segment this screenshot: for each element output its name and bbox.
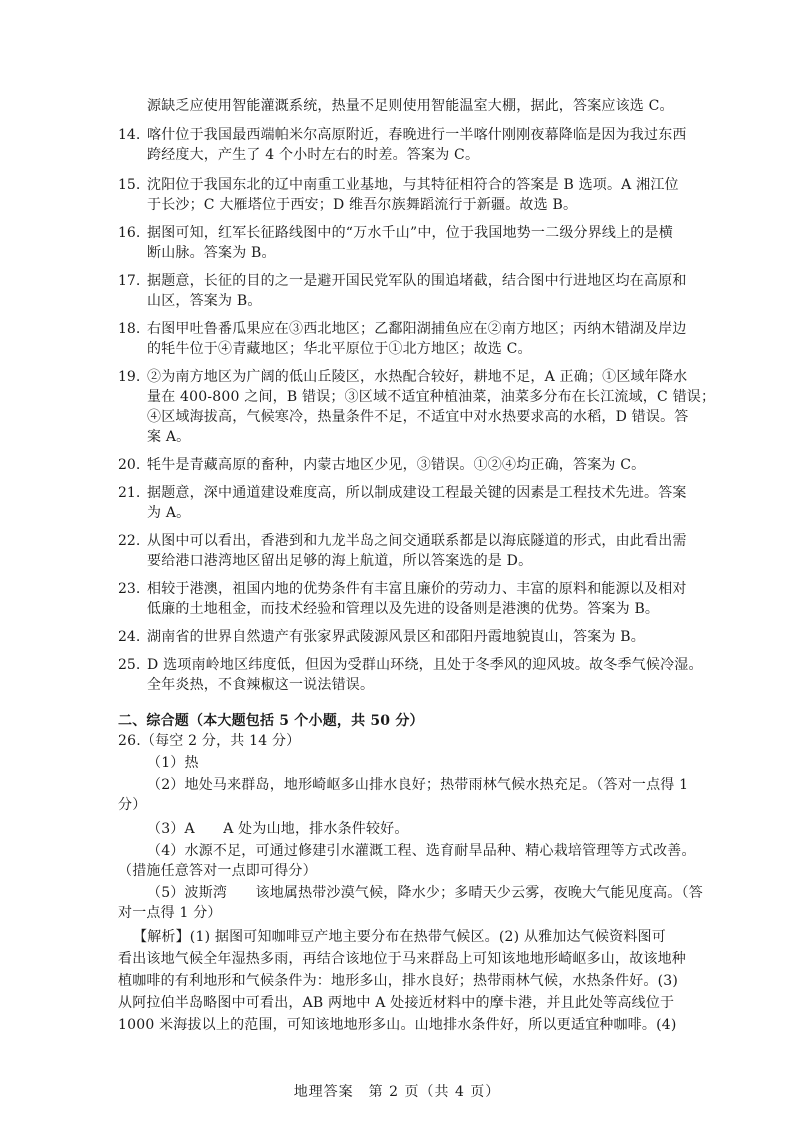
q21-line-1: 据题意，深中通道建设难度高，所以制成建设工程最关键的因素是工程技术先进。答案 — [147, 485, 687, 501]
q15-line-2: 于长沙；C 大雁塔位于西安；D 维吾尔族舞蹈流行于新疆。故选 B。 — [147, 197, 578, 213]
q26-analysis-line-3: 植咖啡的有利地形和气候条件为：地形多山，排水良好；热带雨林气候，水热条件好。(3) — [118, 973, 679, 989]
question-number-23: 23. — [118, 581, 141, 597]
q18-line-1: 右图甲吐鲁番瓜果应在③西北地区；乙鄱阳湖捕鱼应在②南方地区；丙纳木错湖及岸边 — [147, 321, 687, 337]
question-number-16: 16. — [118, 225, 141, 241]
q26-analysis-line-5: 1000 米海拔以上的范围，可知该地地形多山。山地排水条件好，所以更适宜种咖啡。(4) — [118, 1017, 677, 1033]
q26-answer-5-line-2: 对一点得 1 分） — [118, 905, 222, 921]
q19-line-3: ④区域海拔高，气候寒冷，热量条件不足，不适宜中对水热要求高的水稻，D 错误。答 — [147, 409, 689, 425]
q23-line-1: 相较于港澳，祖国内地的优势条件有丰富且廉价的劳动力、丰富的原料和能源以及相对 — [147, 581, 687, 597]
question-number-17: 17. — [118, 273, 141, 289]
q16-line-2: 断山脉。答案为 B。 — [147, 245, 276, 261]
page-footer: 地理答案 第 2 页（共 4 页） — [293, 1084, 501, 1100]
q15-line-1: 沈阳位于我国东北的辽中南重工业基地，与其特征相符合的答案是 B 选项。A 湘江位 — [147, 177, 679, 193]
section-title: 二、综合题（本大题包括 5 个小题，共 50 分） — [118, 713, 424, 729]
q14-line-2: 跨经度大，产生了 4 个小时左右的时差。答案为 C。 — [147, 147, 480, 163]
q25-line-1: D 选项南岭地区纬度低，但因为受群山环绕，且处于冬季风的迎风坡。故冬季气候冷湿。 — [147, 657, 703, 673]
question-number-18: 18. — [118, 321, 141, 337]
q23-line-2: 低廉的土地租金，而技术经验和管理以及先进的设备则是港澳的优势。答案为 B。 — [147, 601, 660, 617]
q18-line-2: 的牦牛位于④青藏地区；华北平原位于①北方地区；故选 C。 — [147, 341, 532, 357]
question-number-15: 15. — [118, 177, 141, 193]
q26-answer-4-line-2: （措施任意答对一点即可得分） — [118, 863, 317, 879]
q26-answer-3: （3）A A 处为山地，排水条件较好。 — [147, 821, 409, 837]
q14-line-1: 喀什位于我国最西端帕米尔高原附近，春晚进行一半喀什刚刚夜幕降临是因为我过东西 — [147, 127, 687, 143]
q26-answer-2-line-2: 分） — [118, 797, 147, 813]
q13-continuation: 源缺乏应使用智能灌溉系统，热量不足则使用智能温室大棚，据此，答案应该选 C。 — [147, 98, 674, 114]
q26-answer-5-line-1: （5）波斯湾 该地属热带沙漠气候，降水少；多晴天少云雾，夜晚大气能见度高。（答 — [147, 885, 703, 901]
q26-analysis-line-4: 从阿拉伯半岛略图中可看出，AB 两地中 A 处接近材料中的摩卡港，并且此处等高线位于 — [118, 995, 675, 1011]
q26-analysis-line-1: 【解析】(1) 据图可知咖啡豆产地主要分布在热带气候区。(2) 从雅加达气候资料图可 — [133, 929, 666, 945]
q26-header: 26.（每空 2 分，共 14 分） — [118, 733, 301, 749]
question-number-14: 14. — [118, 127, 141, 143]
q20-line-1: 牦牛是青藏高原的畜种，内蒙古地区少见，③错误。①②④均正确，答案为 C。 — [147, 457, 646, 473]
q26-answer-2-line-1: （2）地处马来群岛，地形崎岖多山排水良好；热带雨林气候水热充足。（答对一点得 1 — [147, 777, 689, 793]
q24-line-1: 湖南省的世界自然遗产有张家界武陵源风景区和邵阳丹霞地貌崀山，答案为 B。 — [147, 629, 645, 645]
q26-answer-1: （1）热 — [147, 755, 199, 771]
q17-line-1: 据题意，长征的目的之一是避开国民党军队的围追堵截，结合图中行进地区均在高原和 — [147, 273, 687, 289]
q19-line-2: 量在 400-800 之间，B 错误；③区域不适宜种植油菜，油菜多分布在长江流域，C 错误； — [147, 389, 716, 405]
question-number-22: 22. — [118, 533, 141, 549]
question-number-20: 20. — [118, 457, 141, 473]
q21-line-2: 为 A。 — [147, 505, 191, 521]
question-number-24: 24. — [118, 629, 141, 645]
q19-line-4: 案 A。 — [147, 429, 191, 445]
question-number-25: 25. — [118, 657, 141, 673]
q17-line-2: 山区，答案为 B。 — [147, 293, 262, 309]
q26-answer-4-line-1: （4）水源不足，可通过修建引水灌溉工程、选育耐旱品种、精心栽培管理等方式改善。 — [147, 843, 696, 859]
question-number-21: 21. — [118, 485, 141, 501]
q19-line-1: ②为南方地区为广阔的低山丘陵区，水热配合较好，耕地不足，A 正确；①区域年降水 — [147, 369, 688, 385]
q16-line-1: 据图可知，红军长征路线图中的“万水千山”中，位于我国地势一二级分界线上的是横 — [147, 225, 673, 241]
q22-line-1: 从图中可以看出，香港到和九龙半岛之间交通联系都是以海底隧道的形式，由此看出需 — [147, 533, 687, 549]
q22-line-2: 要给港口港湾地区留出足够的海上航道，所以答案选的是 D。 — [147, 553, 533, 569]
q26-analysis-line-2: 看出该地气候全年湿热多雨，再结合该地位于马来群岛上可知该地地形崎岖多山，故该地种 — [118, 951, 686, 967]
q25-line-2: 全年炎热，不食辣椒这一说法错误。 — [147, 677, 375, 693]
question-number-19: 19. — [118, 369, 141, 385]
